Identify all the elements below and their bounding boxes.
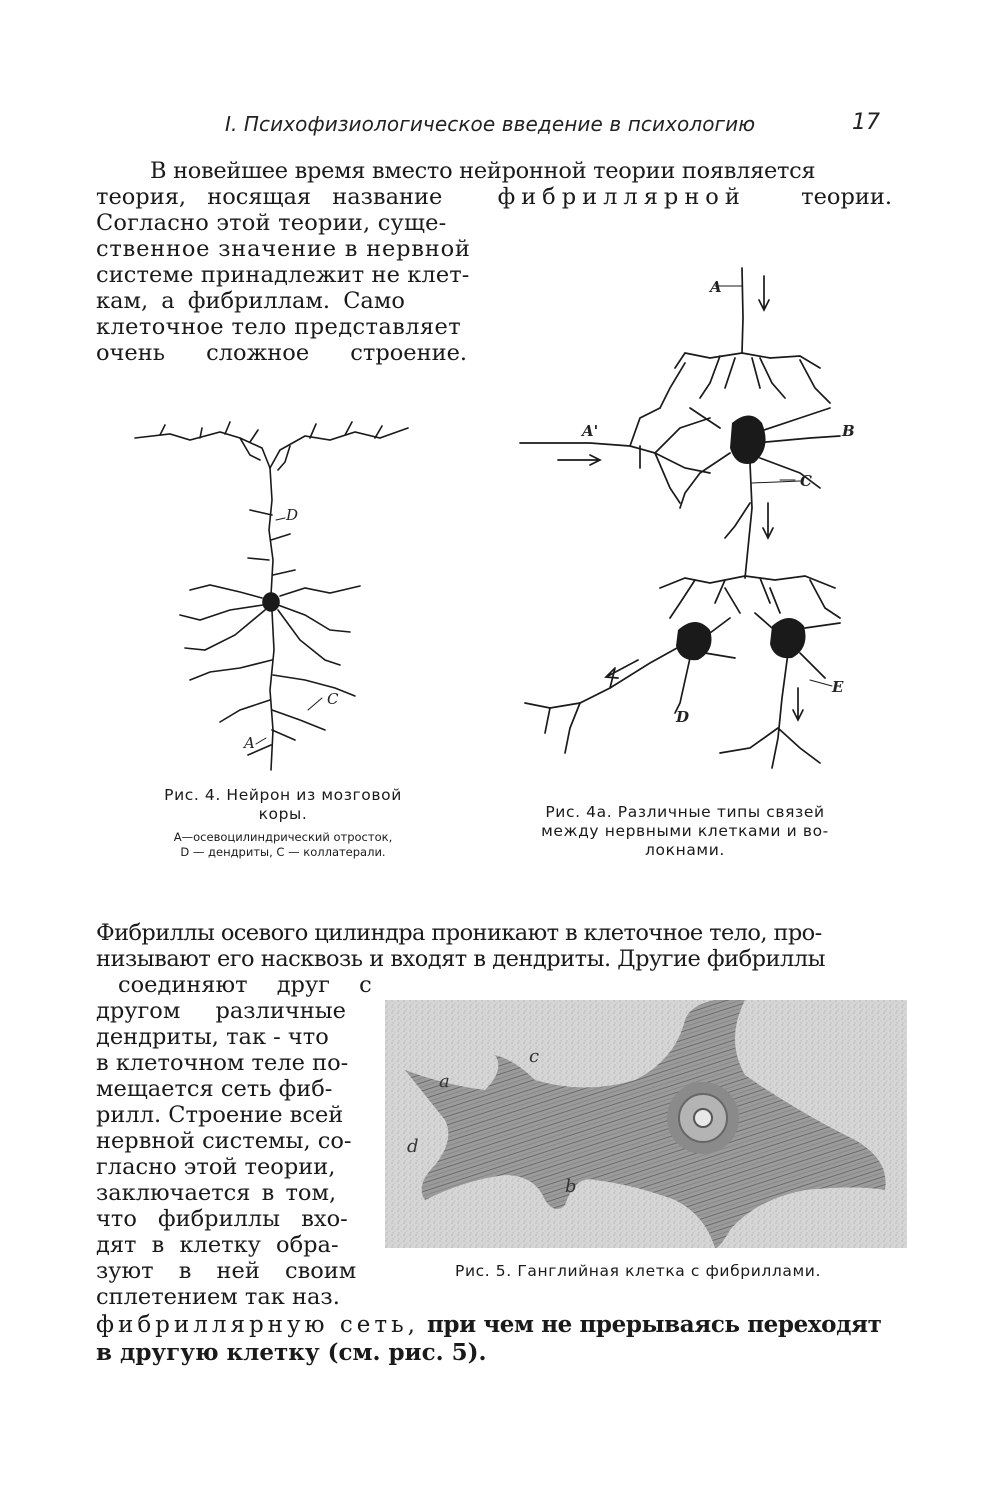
- paragraph-1-col-line: очень сложное строение.: [96, 340, 468, 366]
- figure-4a-label-a: A: [710, 278, 722, 296]
- figure-4a-label-b: B: [842, 422, 855, 440]
- figure-4a-label-a-prime: A': [582, 422, 599, 440]
- paragraph-1-column: [96, 210, 496, 366]
- figure-4-caption-line: Рис. 4. Нейрон из мозговой: [164, 786, 402, 804]
- figure-4-label-d: D: [286, 506, 299, 524]
- paragraph-2-col-line: мещается сеть фиб-: [96, 1076, 333, 1102]
- paragraph-1-text: В новейшее время вместо нейронной теории появляется: [150, 158, 816, 184]
- figure-5-label-c: c: [529, 1046, 540, 1067]
- paragraph-2-final-line: [96, 1312, 896, 1338]
- paragraph-2-line: низывают его насквозь и входят в дендриты. Другие фибриллы: [96, 946, 826, 972]
- figure-4-legend-line: D — дендриты, С — коллатерали.: [180, 845, 386, 859]
- paragraph-1-col-line: системе принадлежит не клет-: [96, 262, 470, 288]
- paragraph-2-col-line: что фибриллы вхо-: [96, 1206, 348, 1232]
- paragraph-1-line-1: [150, 158, 892, 184]
- figure-4-label-c: C: [327, 690, 339, 708]
- figure-4a-label-c: C: [800, 472, 812, 490]
- figure-5-ganglion-cell-photo: [385, 1000, 907, 1248]
- paragraph-2-column: [96, 972, 372, 1310]
- running-header: I. Психофизиологическое введение в психологию: [225, 112, 756, 136]
- paragraph-2-col-line: гласно этой теории,: [96, 1154, 336, 1180]
- figure-4a-caption-line: между нервными клетками и во-: [541, 822, 829, 840]
- figure-4-legend-line: А—осевоцилиндрический отросток,: [173, 830, 393, 844]
- paragraph-1-text: теория, носящая название: [96, 184, 443, 210]
- paragraph-2-col-line: сплетением так наз.: [96, 1284, 340, 1310]
- term-fibrillar-network: фибриллярную сеть,: [96, 1312, 419, 1338]
- paragraph-2-col-line: дендриты, так - что: [96, 1024, 329, 1050]
- figure-4-label-a: A: [244, 734, 255, 752]
- paragraph-1-line-2: [96, 184, 892, 210]
- paragraph-1-col-line: клеточное тело представляет: [96, 314, 462, 340]
- figure-4a-caption-line: локнами.: [645, 841, 725, 859]
- figure-4-caption: [118, 786, 448, 860]
- paragraph-2-col-line: зуют в ней своим: [96, 1258, 357, 1284]
- paragraph-1-col-line: кам, а фибриллам. Само: [96, 288, 405, 314]
- figure-4-caption-line: коры.: [258, 805, 308, 823]
- figure-4a-connections-drawing: [510, 258, 870, 788]
- figure-4a-caption: [494, 803, 876, 860]
- paragraph-2-line: Фибриллы осевого цилиндра проникают в клеточное тело, про-: [96, 920, 822, 946]
- paragraph-2-col-line: в клеточном теле по-: [96, 1050, 349, 1076]
- figure-5-label-b: b: [565, 1176, 577, 1197]
- paragraph-2-last-line: в другую клетку (см. рис. 5).: [96, 1339, 487, 1366]
- paragraph-1-col-line: Согласно этой теории, суще-: [96, 210, 447, 236]
- figure-5-label-d: d: [407, 1136, 419, 1157]
- figure-4-neuron-drawing: [130, 410, 420, 780]
- figure-5-caption: Рис. 5. Ганглийная клетка с фибриллами.: [455, 1262, 821, 1280]
- paragraph-2-col-line: нервной системы, со-: [96, 1128, 352, 1154]
- page-number: 17: [852, 110, 880, 135]
- paragraph-2-col-line: другом различные: [96, 998, 346, 1024]
- paragraph-2-col-line: заключается в том,: [96, 1180, 337, 1206]
- paragraph-1-col-line: ственное значение в нервной: [96, 236, 471, 262]
- figure-4a-label-e: E: [832, 678, 844, 696]
- paragraph-2-col-line: рилл. Строение всей: [96, 1102, 344, 1128]
- paragraph-1-text: теории.: [801, 184, 892, 210]
- figure-4a-label-d: D: [676, 708, 690, 726]
- term-fibrillar: фибриллярной: [497, 184, 746, 210]
- paragraph-2-col-line: соединяют друг с: [118, 972, 372, 998]
- figure-4a-caption-line: Рис. 4а. Различные типы связей: [545, 803, 825, 821]
- figure-5-label-a: a: [439, 1071, 450, 1092]
- paragraph-2-col-line: дят в клетку обра-: [96, 1232, 339, 1258]
- paragraph-2-text: при чем не прерываясь переходят: [426, 1311, 882, 1338]
